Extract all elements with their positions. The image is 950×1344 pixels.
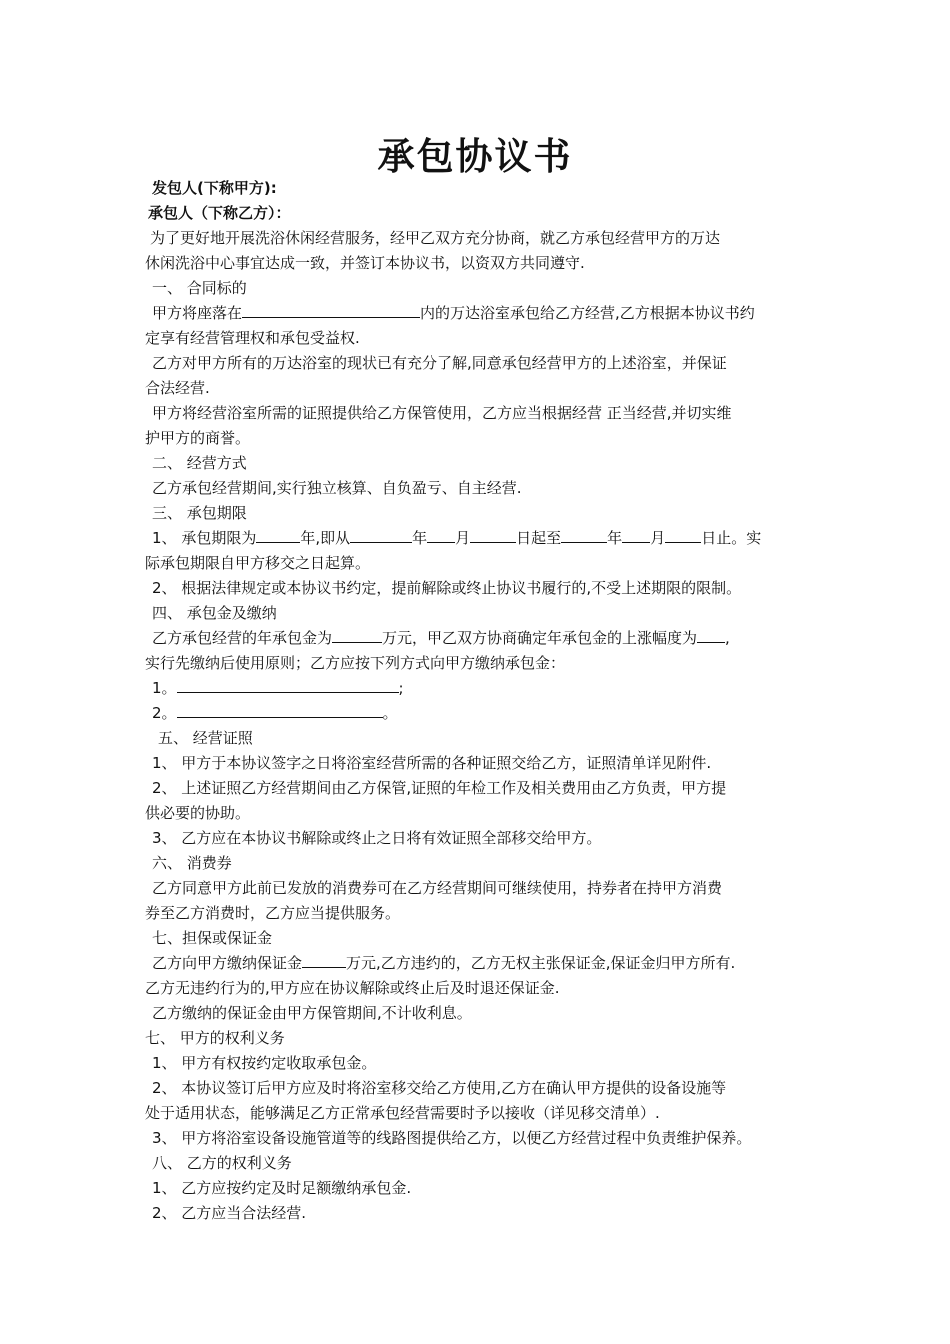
section-6-para-1-cont: 券至乙方消费时，乙方应当提供服务。 <box>145 904 401 922</box>
section-5-item-2: 2、 上述证照乙方经营期间由乙方保管,证照的年检工作及相关费用由乙方负责，甲方提 <box>152 779 727 797</box>
section-4-heading: 四、 承包金及缴纳 <box>152 604 277 622</box>
section-6-para-1: 乙方同意甲方此前已发放的消费券可在乙方经营期间可继续使用，持券者在持甲方消费 <box>152 879 723 897</box>
intro-line-1: 为了更好地开展洗浴休闲经营服务，经甲乙双方充分协商，就乙方承包经营甲方的万达 <box>150 229 721 247</box>
increase-rate-blank[interactable] <box>697 626 725 643</box>
section-4-para-1: 乙方承包经营的年承包金为 万元，甲乙双方协商确定年承包金的上涨幅度为 , <box>152 626 832 651</box>
section-9-item-2: 2、 乙方应当合法经营. <box>152 1204 307 1222</box>
section-6-heading: 六、 消费券 <box>152 854 232 872</box>
section-1-para-2-cont: 合法经营. <box>145 379 210 397</box>
payment-method-2-blank[interactable] <box>177 701 383 718</box>
section-8-item-2: 2、 本协议签订后甲方应及时将浴室移交给乙方使用,乙方在确认甲方提供的设备设施等 <box>152 1079 727 1097</box>
end-day-blank[interactable] <box>665 526 701 543</box>
payment-method-1-blank[interactable] <box>177 676 399 693</box>
section-8-item-2-cont: 处于适用状态，能够满足乙方正常承包经营需要时予以接收（详见移交清单）. <box>145 1104 660 1122</box>
section-9-item-1: 1、 乙方应按约定及时足额缴纳承包金. <box>152 1179 412 1197</box>
section-2-para-1: 乙方承包经营期间,实行独立核算、自负盈亏、自主经营. <box>152 479 522 497</box>
section-7-heading: 七、担保或保证金 <box>152 929 273 947</box>
section-7-para-2: 乙方缴纳的保证金由甲方保管期间,不计收利息。 <box>152 1004 472 1022</box>
section-3-item-1: 1、 承包期限为 年,即从 年 月 日起至 年 月 日止。实 <box>152 526 832 551</box>
section-3-heading: 三、 承包期限 <box>152 504 247 522</box>
section-7-para-1: 乙方向甲方缴纳保证金 万元,乙方违约的，乙方无权主张保证金,保证金归甲方所有. <box>152 951 832 976</box>
section-3-item-2: 2、 根据法律规定或本协议书约定，提前解除或终止协议书履行的,不受上述期限的限制。 <box>152 579 742 597</box>
section-8-heading: 七、 甲方的权利义务 <box>145 1029 285 1047</box>
location-blank[interactable] <box>242 301 420 318</box>
intro-line-2: 休闲洗浴中心事宜达成一致，并签订本协议书，以资双方共同遵守. <box>145 254 585 272</box>
section-1-heading: 一、 合同标的 <box>152 279 247 297</box>
section-8-item-3: 3、 甲方将浴室设备设施管道等的线路图提供给乙方，以便乙方经营过程中负责维护保养。 <box>152 1129 752 1147</box>
section-5-item-1: 1、 甲方于本协议签字之日将浴室经营所需的各种证照交给乙方，证照清单详见附件. <box>152 754 712 772</box>
section-2-heading: 二、 经营方式 <box>152 454 247 472</box>
section-9-heading: 八、 乙方的权利义务 <box>152 1154 292 1172</box>
section-8-item-1: 1、 甲方有权按约定收取承包金。 <box>152 1054 377 1072</box>
section-3-item-1-cont: 际承包期限自甲方移交之日起算。 <box>145 554 371 572</box>
issuer-label: 发包人(下称甲方): <box>152 179 277 197</box>
end-month-blank[interactable] <box>622 526 650 543</box>
annual-fee-blank[interactable] <box>332 626 382 643</box>
section-5-item-3: 3、 乙方应在本协议书解除或终止之日将有效证照全部移交给甲方。 <box>152 829 602 847</box>
term-years-blank[interactable] <box>256 526 300 543</box>
section-5-item-2-cont: 供必要的协助。 <box>145 804 251 822</box>
section-1-para-1: 甲方将座落在 内的万达浴室承包给乙方经营,乙方根据本协议书约 <box>152 301 832 326</box>
start-year-blank[interactable] <box>350 526 412 543</box>
section-4-para-1-cont: 实行先缴纳后使用原则；乙方应按下列方式向甲方缴纳承包金： <box>145 654 566 672</box>
section-1-para-1-cont: 定享有经营管理权和承包受益权. <box>145 329 360 347</box>
start-day-blank[interactable] <box>470 526 516 543</box>
start-month-blank[interactable] <box>427 526 455 543</box>
document-title: 承包协议书 <box>377 134 573 178</box>
section-4-item-1: 1。 ; <box>152 676 832 701</box>
section-4-item-2: 2。 。 <box>152 701 832 726</box>
contractor-label: 承包人（下称乙方）： <box>148 204 291 222</box>
section-1-para-3: 甲方将经营浴室所需的证照提供给乙方保管使用，乙方应当根据经营 正当经营,并切实维 <box>152 404 732 422</box>
section-1-para-2: 乙方对甲方所有的万达浴室的现状已有充分了解,同意承包经营甲方的上述浴室，并保证 <box>152 354 727 372</box>
section-7-para-1-cont: 乙方无违约行为的,甲方应在协议解除或终止后及时退还保证金. <box>145 979 560 997</box>
section-5-heading: 五、 经营证照 <box>158 729 253 747</box>
section-1-para-3-cont: 护甲方的商誉。 <box>145 429 251 447</box>
deposit-amount-blank[interactable] <box>302 951 346 968</box>
end-year-blank[interactable] <box>561 526 607 543</box>
